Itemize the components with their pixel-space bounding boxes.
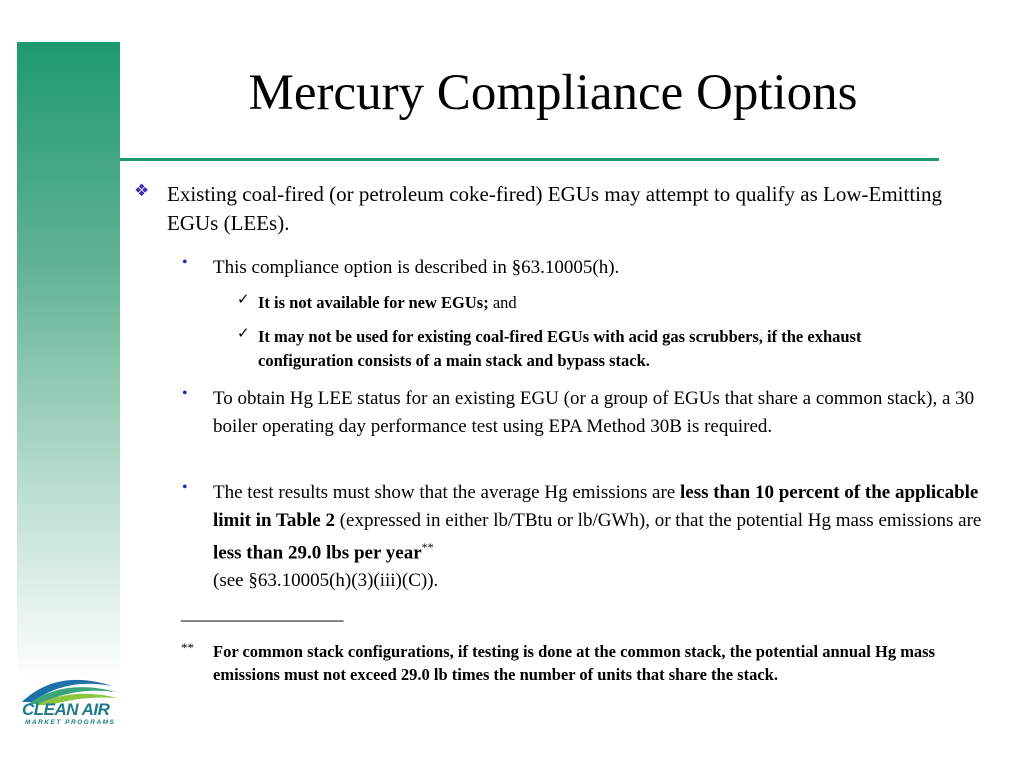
footnote-reference: ** [421, 540, 434, 554]
checkmark-icon: ✓ [237, 292, 250, 308]
sub-bullet-2-text: To obtain Hg LEE status for an existing EGU (or a group of EGUs that share a common stack), a 30 boiler operating day performance test using EPA Method 30B is required. [213, 388, 975, 437]
check-item-2-bold: It may not be used for existing coal-fired EGUs with acid gas scrubbers, if the exhaust configuration consists of a main stack and bypass stack. [258, 327, 862, 370]
check-item-2-text [258, 325, 947, 373]
footnote-separator: ___________________ [181, 603, 343, 624]
checkmark-icon: ✓ [237, 326, 250, 342]
check-item-1 [237, 291, 947, 315]
sub-bullet-3-bold-a: less than 10 percent of the applicable limit in Table 2 [213, 482, 979, 531]
slide-title: Mercury Compliance Options [248, 65, 858, 121]
logo-name: CLEAN AIR [22, 700, 110, 719]
footnote [181, 640, 961, 686]
sub-bullet-1-text: This compliance option is described in §63.10005(h). [213, 257, 620, 278]
check-item-2 [237, 325, 947, 373]
sub-bullet-3-part-a: The test results must show that the average Hg emissions are [213, 482, 680, 503]
decorative-side-bar [17, 42, 120, 768]
sub-bullet-3-part-c: (expressed in either lb/TBtu or lb/GWh), or that the potential Hg mass emissions are [334, 509, 982, 531]
logo-subtitle: MARKET PROGRAMS [25, 719, 116, 726]
title-divider [120, 158, 939, 161]
check-item-1-rest: and [488, 293, 517, 312]
footnote-text: For common stack configurations, if testing is done at the common stack, the potential annual Hg mass emissions must not exceed 29.0 lb times the number of units that share the stack. [213, 642, 936, 684]
dot-bullet-icon: • [182, 254, 188, 271]
check-item-1-text [258, 291, 947, 315]
sub-bullet-3 [182, 479, 982, 594]
sub-bullet-1 [182, 254, 982, 282]
clean-air-logo [20, 672, 120, 732]
sub-bullet-3-part-e: (see §63.10005(h)(3)(iii)(C)). [213, 569, 439, 591]
footnote-marker: ** [181, 640, 194, 655]
dot-bullet-icon: • [182, 479, 188, 496]
sub-bullet-3-text [213, 479, 982, 594]
sub-bullet-3-bold-b: less than 29.0 lbs per year [213, 542, 422, 564]
sub-bullet-2 [182, 385, 982, 440]
diamond-bullet-icon: ❖ [134, 181, 150, 200]
check-item-1-bold: It is not available for new EGUs; [258, 293, 489, 312]
main-bullet [134, 180, 979, 238]
main-bullet-text: Existing coal-fired (or petroleum coke-fired) EGUs may attempt to qualify as Low-Emitting EGUs (LEEs). [167, 182, 943, 235]
dot-bullet-icon: • [182, 385, 188, 402]
